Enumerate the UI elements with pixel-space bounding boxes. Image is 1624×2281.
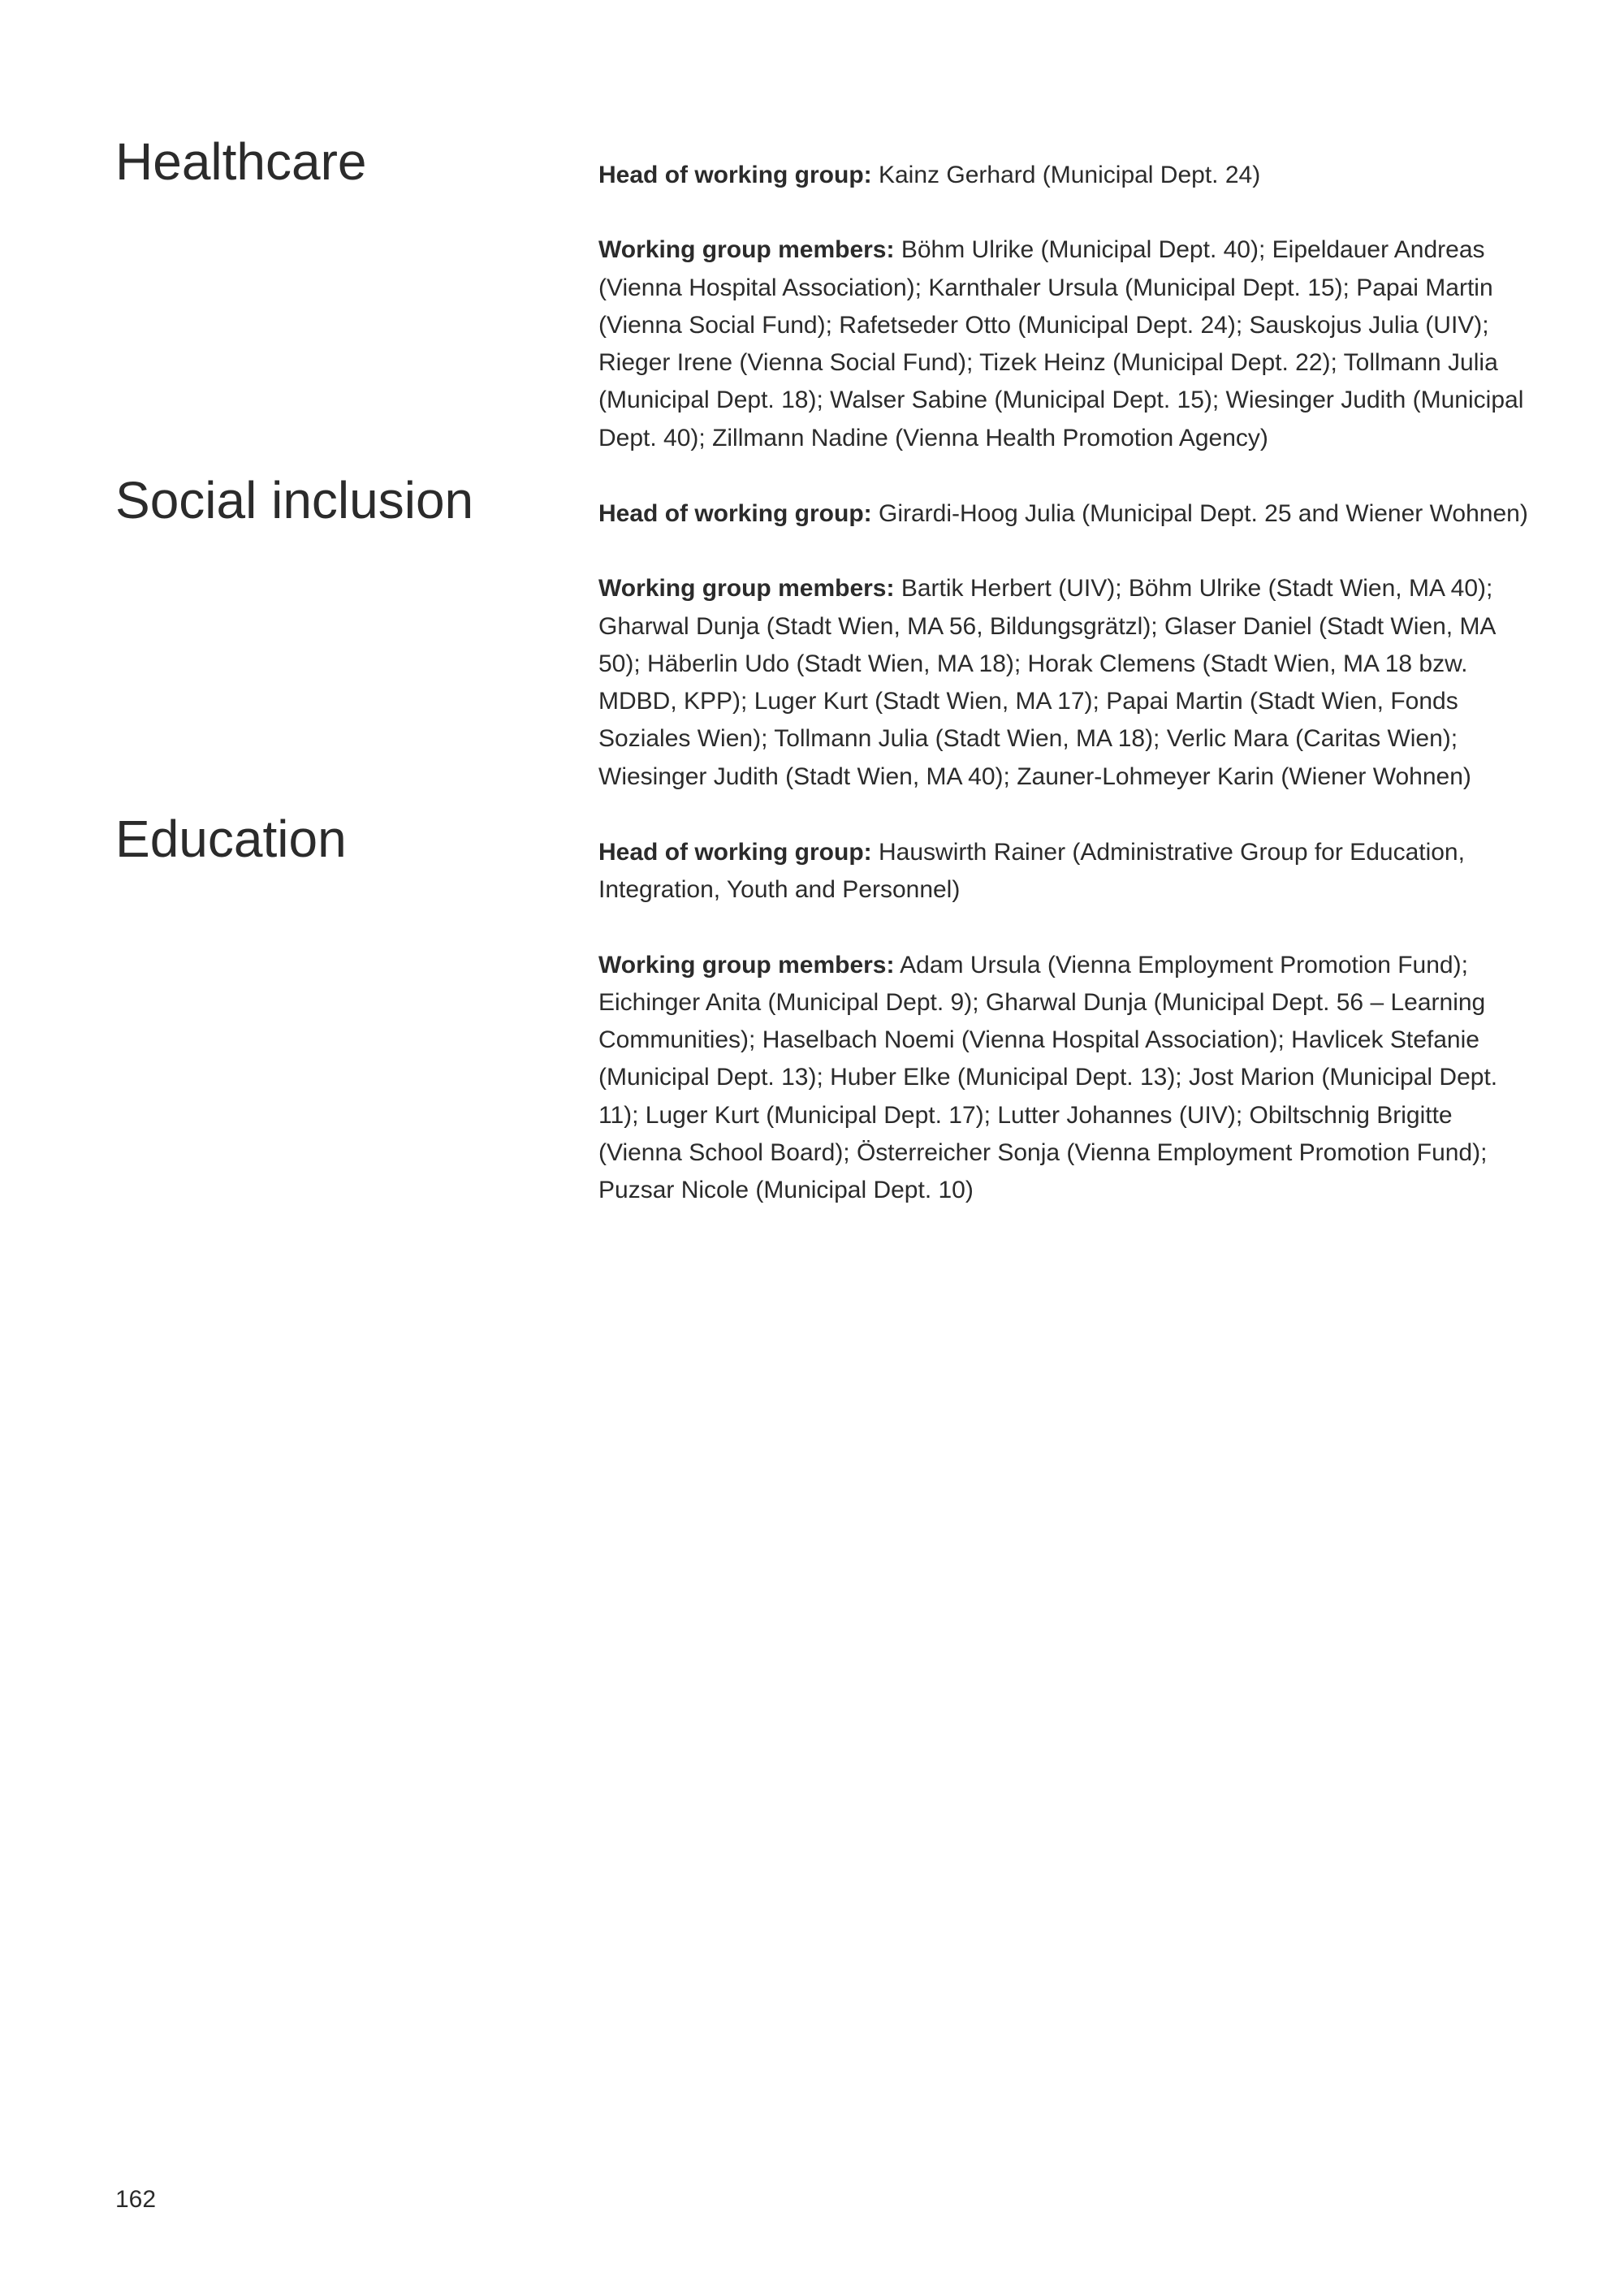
- page-number: 162: [115, 2186, 157, 2213]
- head-label: Head of working group:: [598, 162, 872, 188]
- section-title: Social inclusion: [115, 471, 474, 529]
- working-group-members: [598, 947, 1532, 1210]
- section-title: Education: [115, 810, 347, 868]
- head-of-working-group: [598, 495, 1532, 533]
- head-of-working-group: [598, 157, 1532, 194]
- head-label: Head of working group:: [598, 839, 872, 866]
- members-text: Bartik Herbert (UIV); Böhm Ulrike (Stadt Wien, MA 40); Gharwal Dunja (Stadt Wien, MA 56, Bildungsgrätzl); Glaser Daniel (Stadt Wien, MA 50); Häberlin Udo (Stadt Wien, MA 18); Horak Clemens (Stadt Wien, MA 18 bzw. MDBD, KPP); Luger Kurt (Stadt Wien, MA 17); Papai Martin (Stadt Wien, Fonds Soziales Wien); Tollmann Julia (Stadt Wien, MA 18); Verlic Mara (Caritas Wien); Wiesinger Judith (Stadt Wien, MA 40); Zauner-Lohmeyer Karin (Wiener Wohnen): [598, 575, 1495, 790]
- head-of-working-group: [598, 834, 1532, 909]
- section-body: [598, 157, 1532, 495]
- working-group-members: [598, 231, 1532, 457]
- working-group-members: [598, 570, 1532, 796]
- members-text: Adam Ursula (Vienna Employment Promotion Fund); Eichinger Anita (Municipal Dept. 9); Gharwal Dunja (Municipal Dept. 56 – Learning Communities); Haselbach Noemi (Vienna Hospital Association); Havlicek Stefanie (Municipal Dept. 13); Huber Elke (Municipal Dept. 13); Jost Marion (Municipal Dept. 11); Luger Kurt (Municipal Dept. 17); Lutter Johannes (UIV); Obiltschnig Brigitte (Vienna School Board); Österreicher Sonja (Vienna Employment Promotion Fund); Puzsar Nicole (Municipal Dept. 10): [598, 951, 1498, 1204]
- head-text: Hauswirth Rainer (Administrative Group for Education, Integration, Youth and Personnel): [598, 839, 1465, 904]
- members-text: Böhm Ulrike (Municipal Dept. 40); Eipeldauer Andreas (Vienna Hospital Association); Karnthaler Ursula (Municipal Dept. 15); Papai Martin (Vienna Social Fund); Rafetseder Otto (Municipal Dept. 24); Sauskojus Julia (UIV); Rieger Irene (Vienna Social Fund); Tizek Heinz (Municipal Dept. 22); Tollmann Julia (Municipal Dept. 18); Walser Sabine (Municipal Dept. 15); Wiesinger Judith (Municipal Dept. 40); Zillmann Nadine (Vienna Health Promotion Agency): [598, 236, 1524, 451]
- section-title: Healthcare: [115, 132, 367, 191]
- head-text: Girardi-Hoog Julia (Municipal Dept. 25 and Wiener Wohnen): [871, 500, 1528, 527]
- members-label: Working group members:: [598, 951, 895, 978]
- head-label: Head of working group:: [598, 500, 872, 527]
- section-body: [598, 495, 1532, 833]
- head-text: Kainz Gerhard (Municipal Dept. 24): [871, 162, 1261, 188]
- section-body: [598, 834, 1532, 1247]
- members-label: Working group members:: [598, 575, 895, 603]
- members-label: Working group members:: [598, 236, 895, 264]
